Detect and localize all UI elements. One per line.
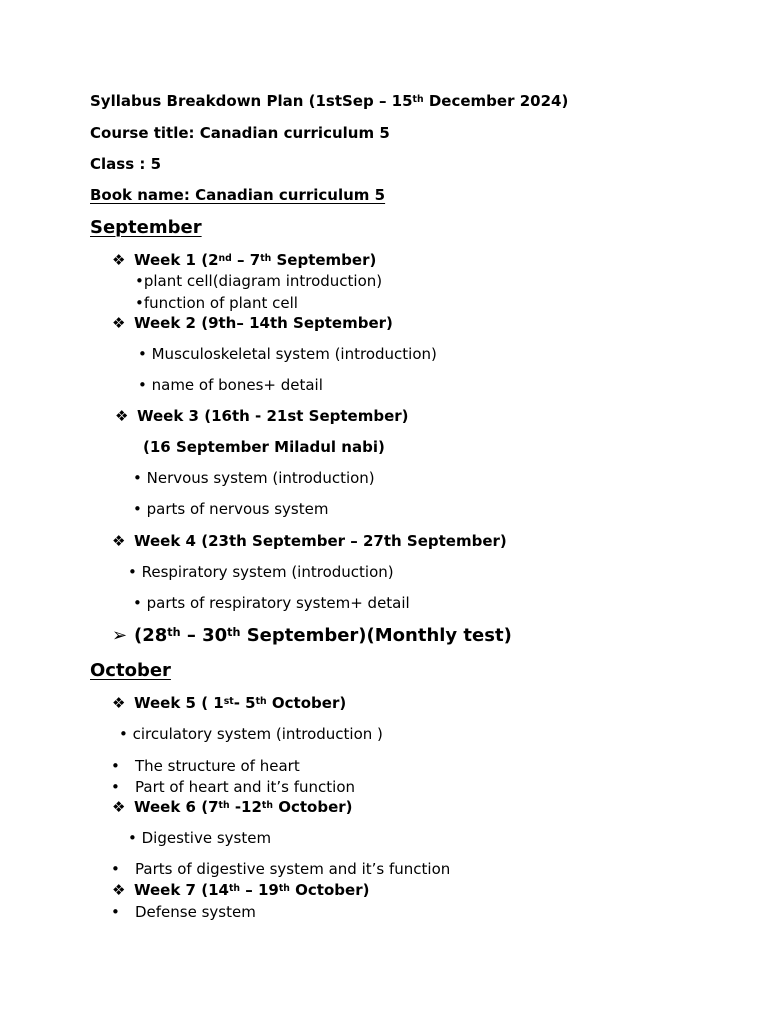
diamond-bullet-icon: ❖ [112,314,126,332]
week-4-heading: ❖ Week 4 (23th September – 27th September) [112,532,507,550]
diamond-bullet-icon: ❖ [115,407,129,425]
round-bullet-icon: • [111,778,120,796]
diamond-bullet-icon: ❖ [112,798,126,816]
list-item: • Defense system [111,903,256,921]
list-item: •plant cell(diagram introduction) [135,272,383,290]
arrow-bullet-icon: ➢ [112,625,128,646]
diamond-bullet-icon: ❖ [112,694,126,712]
list-item: • Nervous system (introduction) [133,469,375,487]
list-item: • parts of nervous system [133,500,329,518]
class-line: Class : 5 [90,155,162,173]
list-item: • circulatory system (introduction ) [119,725,383,743]
list-item: • parts of respiratory system+ detail [133,594,410,612]
list-item: • Digestive system [128,829,272,847]
week-1-heading: ❖ Week 1 (2nd – 7th September) [112,251,377,269]
list-item: • Parts of digestive system and it’s function [111,860,451,878]
holiday-note: (16 September Miladul nabi) [143,438,385,456]
week-5-heading: ❖ Week 5 ( 1st- 5th October) [112,694,347,712]
round-bullet-icon: • [111,757,120,775]
list-item: • Musculoskeletal system (introduction) [138,345,437,363]
list-item: • Part of heart and it’s function [111,778,356,796]
list-item: • name of bones+ detail [138,376,323,394]
round-bullet-icon: • [111,860,120,878]
week-7-heading: ❖ Week 7 (14th – 19th October) [112,881,370,899]
week-6-heading: ❖ Week 6 (7th -12th October) [112,798,353,816]
list-item: •function of plant cell [135,294,298,312]
section-heading-september: September [90,217,202,238]
list-item: • The structure of heart [111,757,300,775]
round-bullet-icon: • [111,903,120,921]
book-name: Book name: Canadian curriculum 5 [90,186,386,204]
document-title: Syllabus Breakdown Plan (1stSep – 15th December 2024) [90,92,569,110]
list-item: • Respiratory system (introduction) [128,563,394,581]
section-heading-october: October [90,660,171,681]
diamond-bullet-icon: ❖ [112,251,126,269]
diamond-bullet-icon: ❖ [112,532,126,550]
diamond-bullet-icon: ❖ [112,881,126,899]
course-title: Course title: Canadian curriculum 5 [90,124,390,142]
week-3-heading: ❖ Week 3 (16th - 21st September) [115,407,409,425]
monthly-test-heading: ➢ (28th – 30th September)(Monthly test) [112,625,512,646]
week-2-heading: ❖ Week 2 (9th– 14th September) [112,314,393,332]
